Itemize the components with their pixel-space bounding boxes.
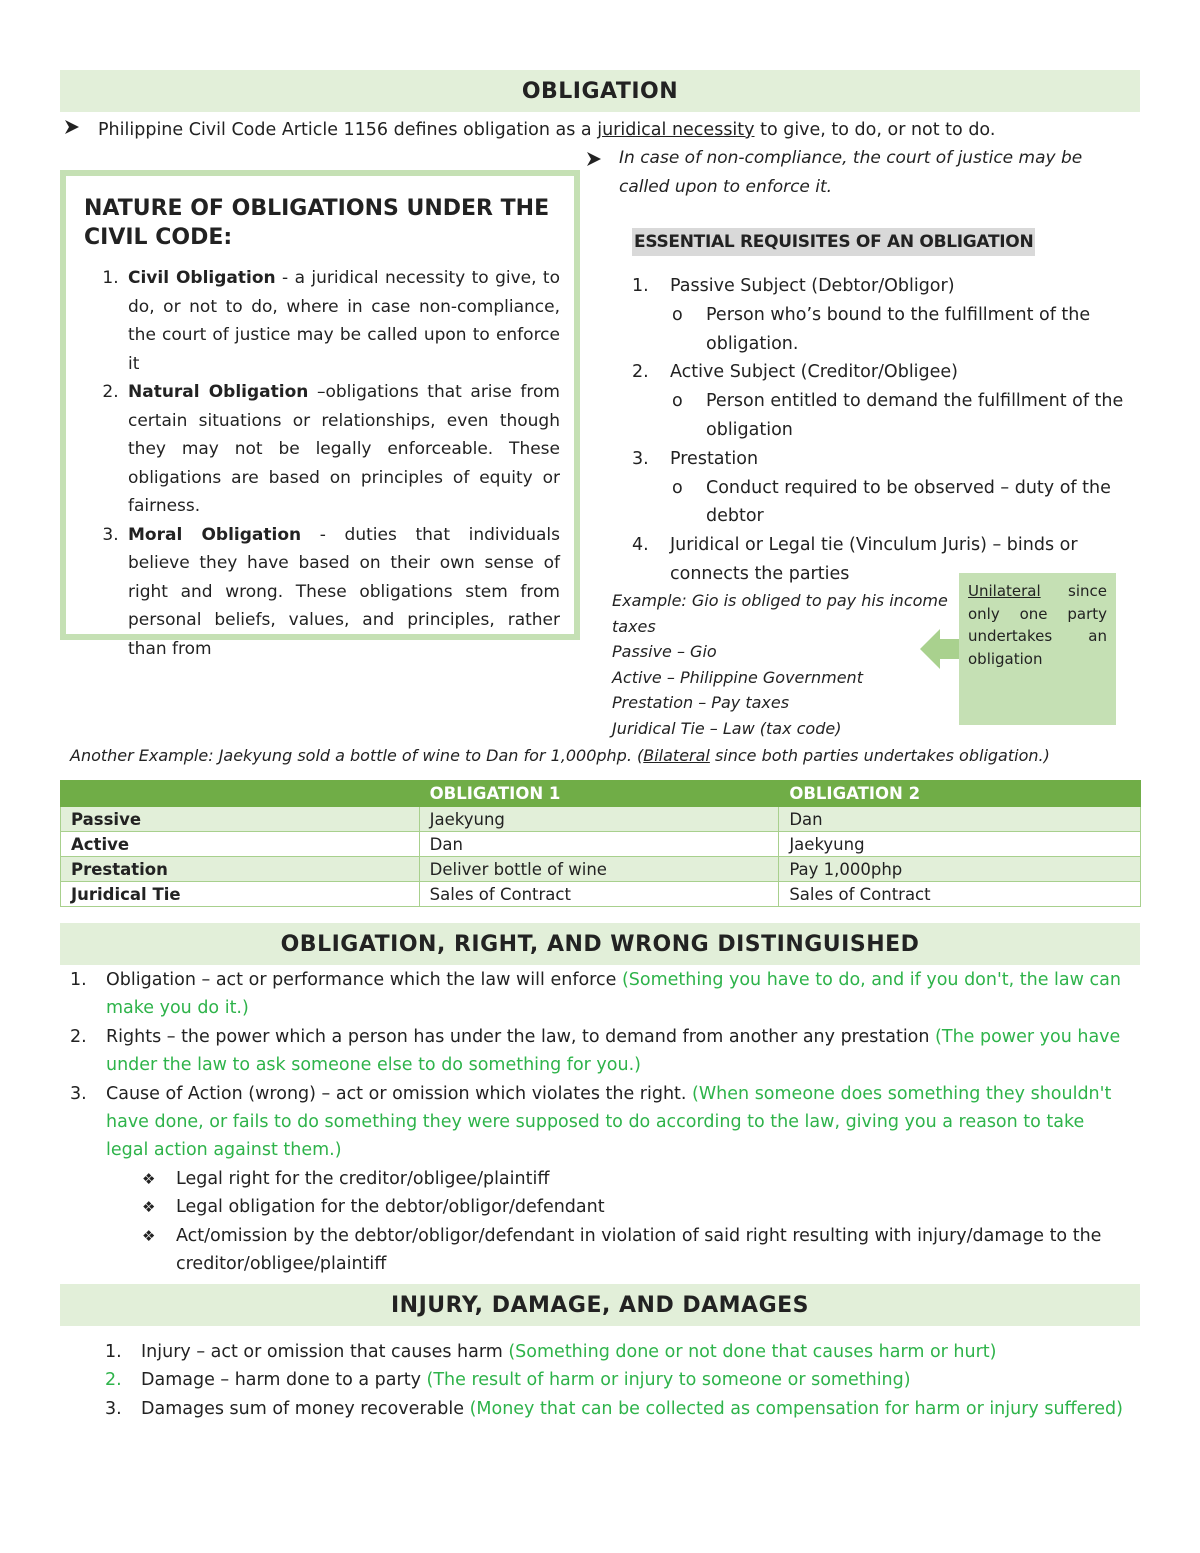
table-row [61,832,1141,857]
unilateral-note [959,573,1116,725]
item-text: Obligation – act or performance which the law will enforce [106,970,622,990]
table-header-row [61,781,1141,807]
another-example-post: since both parties undertakes obligation.) [709,746,1050,765]
subitem-text: Person entitled to demand the fulfillment of the obligation [706,391,1124,440]
nature-term: Natural Obligation [128,382,309,402]
item-text: Cause of Action (wrong) – act or omission which violates the right. [106,1083,693,1104]
list-item [105,1338,1135,1366]
nature-desc: - a juridical necessity to give, to do, or not to do, where in case non-compliance, the court of justice may be called upon to enforce it [128,268,561,374]
nature-desc: –obligations that arise from certain situations or relationships, even though they may not be legally enforceable. These obligations are based on principles of equity or fairness. [128,382,560,516]
bullet-item [70,1165,1130,1193]
item-number: 3. [105,1398,122,1419]
note-term: Unilateral [968,582,1041,600]
bullet-text: Act/omission by the debtor/obligor/defendant in violation of said right resulting with injury/damage to the creditor/obligee/plaintiff [176,1225,1102,1275]
table-cell: Pay 1,000php [779,857,1141,882]
requisites-title: ESSENTIAL REQUISITES OF AN OBLIGATION [632,228,1035,256]
subitem-text: Person who’s bound to the fulfillment of the obligation. [706,304,1091,354]
example-block [612,588,952,742]
intro-underlined-term: juridical necessity [597,120,755,140]
list-item [632,358,1132,387]
list-item [70,966,1130,1023]
nature-term: Moral Obligation [128,524,302,545]
heading-distinguished: OBLIGATION, RIGHT, AND WRONG DISTINGUISHED [60,923,1140,965]
list-subitem [632,387,1132,445]
table-cell: Sales of Contract [419,882,779,907]
column-header: OBLIGATION 2 [779,781,1141,807]
intro-text-pre: Philippine Civil Code Article 1156 defines obligation as a [98,120,598,140]
intro-line-2 [585,144,1105,201]
item-number: 1. [105,1342,122,1362]
arrow-bullet-icon [63,118,81,144]
bullet-text: Legal obligation for the debtor/obligor/defendant [176,1197,605,1218]
list-item [632,272,1132,301]
subitem-text: Conduct required to be observed – duty of the debtor [706,477,1111,527]
item-number: 4. [632,535,649,556]
circle-bullet-icon: o [672,391,683,412]
nature-list [66,264,560,663]
note-text: since only one party undertakes an obligation [968,582,1107,668]
item-text: Damages sum of money recoverable [141,1398,470,1419]
column-header [61,781,420,807]
table-cell: Jaekyung [419,807,779,832]
row-label: Passive [61,807,420,832]
item-number: 2. [105,1370,122,1391]
distinguished-list [70,966,1130,1278]
table-cell: Sales of Contract [779,882,1141,907]
bullet-item [70,1222,1130,1279]
item-note: (When someone does something they shouldn't have done, or fails to do something they were supposed to do according to the law, giving you a reason to take legal action against them.) [106,1083,1112,1161]
another-example-pre: Another Example: Jaekyung sold a bottle of wine to Dan for 1,000php. ( [70,746,644,765]
table-row [61,807,1141,832]
table-row [61,882,1141,907]
list-subitem [632,301,1132,359]
another-example [70,744,1050,768]
list-item [124,378,560,521]
item-number: 2. [632,362,649,383]
arrow-bullet-icon [585,149,603,178]
example-line: Passive – Gio [612,642,717,662]
item-note: (Something you have to do, and if you don't, the law can make you do it.) [106,970,1121,1019]
circle-bullet-icon: o [672,304,683,325]
requisites-list [632,272,1132,589]
item-label: Juridical or Legal tie (Vinculum Juris) – binds or connects the parties [670,535,1078,584]
bullet-text: Legal right for the creditor/obligee/plaintiff [176,1168,550,1189]
nature-box [60,170,580,659]
table-cell: Deliver bottle of wine [419,857,779,882]
item-number: 1. [632,276,649,296]
list-item [70,1023,1130,1080]
row-label: Juridical Tie [61,882,420,907]
left-arrow-icon [920,628,962,675]
example-line: Active – Philippine Government [612,667,863,687]
heading-obligation: OBLIGATION [60,70,1140,112]
list-subitem [632,474,1132,532]
item-number: 3. [70,1083,87,1104]
item-label: Prestation [670,448,759,469]
list-item [105,1366,1135,1394]
list-item [124,264,560,378]
intro-text-post: to give, to do, or not to do. [754,120,996,140]
item-note: (Money that can be collected as compensation for harm or injury suffered) [469,1398,1123,1419]
column-header: OBLIGATION 1 [419,781,779,807]
nature-title: NATURE OF OBLIGATIONS UNDER THE CIVIL CODE: [84,196,550,250]
row-label: Prestation [61,857,420,882]
example-line: Prestation – Pay taxes [612,693,790,713]
nature-term: Civil Obligation [128,268,276,288]
item-text: Damage – harm done to a party [141,1370,427,1391]
example-line: Juridical Tie – Law (tax code) [612,718,842,738]
circle-bullet-icon: o [672,477,683,498]
nature-desc: - duties that individuals believe they have based on their own sense of right and wrong. These obligations stem from personal beliefs, values, and principles, rather than from [128,524,560,659]
diamond-bullet-icon: ❖ [142,1226,156,1245]
injury-list [105,1338,1135,1423]
bullet-item [70,1193,1130,1221]
table-cell: Jaekyung [779,832,1141,857]
obligation-table [60,780,1141,907]
item-number: 3. [632,448,649,469]
diamond-bullet-icon: ❖ [142,1198,156,1217]
heading-injury: INJURY, DAMAGE, AND DAMAGES [60,1284,1140,1326]
item-label: Passive Subject (Debtor/Obligor) [670,276,955,296]
table-row [61,857,1141,882]
table-cell: Dan [779,807,1141,832]
list-item [105,1395,1135,1423]
item-note: (The power you have under the law to ask someone else to do something for you.) [106,1026,1121,1076]
item-note: (The result of harm or injury to someone or something) [426,1370,911,1391]
item-number: 1. [70,970,87,990]
table-cell: Dan [419,832,779,857]
list-item [124,521,560,664]
list-item [632,445,1132,474]
diamond-bullet-icon: ❖ [142,1169,156,1188]
item-number: 2. [70,1026,87,1047]
intro-line-1 [63,117,995,143]
item-label: Active Subject (Creditor/Obligee) [670,362,959,383]
item-note: (Something done or not done that causes harm or hurt) [508,1342,997,1362]
list-item [70,1080,1130,1165]
item-text: Rights – the power which a person has under the law, to demand from another any prestation [106,1026,936,1047]
intro-text-2: In case of non-compliance, the court of justice may be called upon to enforce it. [619,148,1083,197]
row-label: Active [61,832,420,857]
another-example-term: Bilateral [643,746,710,765]
item-text: Injury – act or omission that causes harm [141,1342,509,1362]
example-line: Example: Gio is obliged to pay his income taxes [612,591,948,636]
